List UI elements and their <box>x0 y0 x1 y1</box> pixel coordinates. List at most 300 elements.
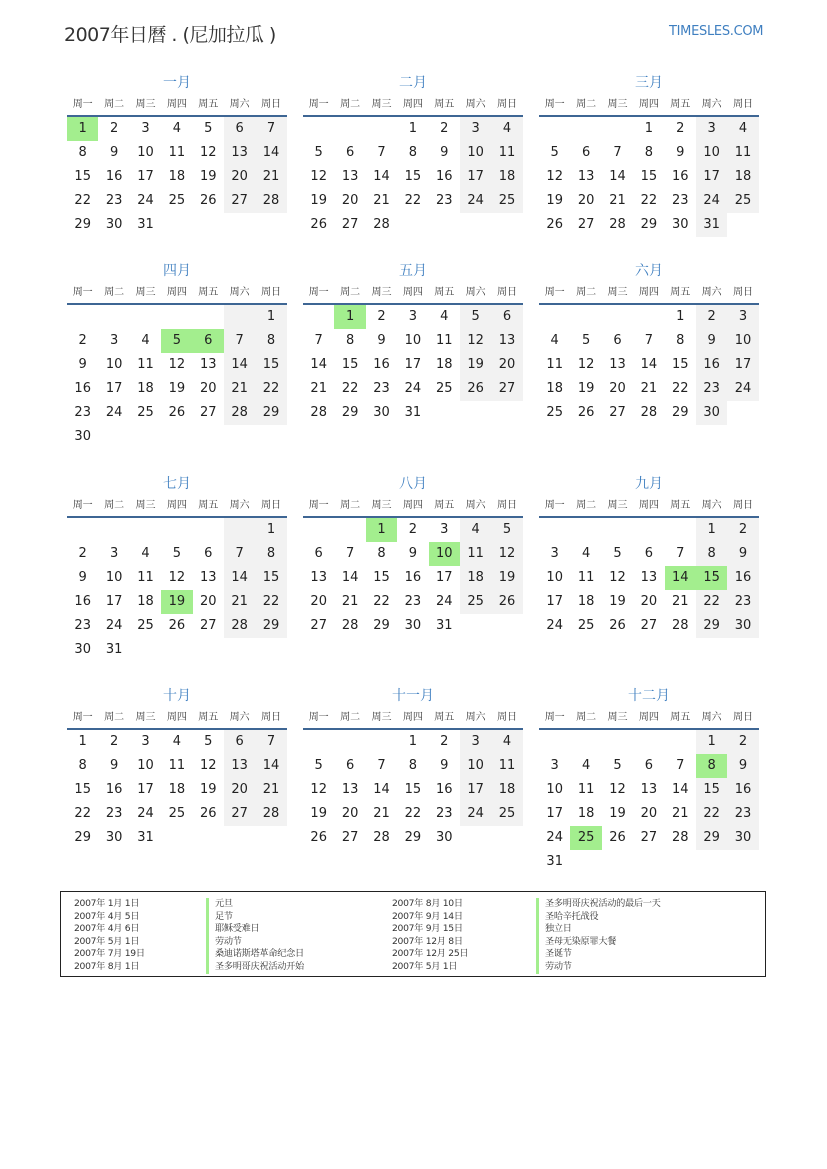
day-cell: 12 <box>491 542 522 566</box>
day-cell: 30 <box>105 830 123 845</box>
day-cell: 28 <box>671 830 689 845</box>
day-cell: 12 <box>310 169 327 184</box>
empty-day-cell <box>130 518 161 542</box>
day-cell: 7 <box>224 329 255 353</box>
day-cell: 28 <box>671 618 689 633</box>
day-cell: 17 <box>105 381 123 396</box>
day-cell: 23 <box>404 594 422 609</box>
day-cell: 27 <box>199 618 217 633</box>
empty-day-cell <box>224 305 255 329</box>
day-cell: 18 <box>460 566 491 590</box>
day-cell: 23 <box>105 193 123 208</box>
day-cell: 17 <box>460 778 491 802</box>
day-cell: 16 <box>105 169 123 184</box>
day-cell: 4 <box>491 117 522 141</box>
holiday-day-cell: 1 <box>366 518 397 542</box>
day-cell: 26 <box>546 217 563 232</box>
day-cell: 6 <box>345 758 355 773</box>
day-cell: 25 <box>727 189 758 213</box>
day-cell: 10 <box>696 141 727 165</box>
day-cell: 14 <box>373 169 390 184</box>
day-cell: 1 <box>408 121 417 136</box>
day-cell: 21 <box>373 806 390 821</box>
weekday-label: 周四 <box>166 712 187 723</box>
holiday-date: 2007年 12月 8日 <box>392 935 463 947</box>
holiday-date: 2007年 5月 1日 <box>74 935 140 947</box>
day-cell: 21 <box>255 165 286 189</box>
day-cell: 6 <box>644 758 653 773</box>
day-cell: 11 <box>491 754 522 778</box>
day-cell: 29 <box>640 217 658 232</box>
day-cell: 10 <box>137 758 154 773</box>
day-cell: 17 <box>727 353 758 377</box>
page-title: 2007年日曆 . (尼加拉瓜 ) <box>64 24 276 46</box>
day-cell: 4 <box>440 309 449 324</box>
day-cell: 3 <box>141 121 150 136</box>
day-cell: 22 <box>255 377 286 401</box>
day-cell: 27 <box>640 830 658 845</box>
day-cell: 16 <box>105 782 123 797</box>
day-cell: 23 <box>671 193 689 208</box>
month-calendar <box>67 474 287 662</box>
day-cell: 30 <box>373 405 390 420</box>
day-cell: 16 <box>435 169 453 184</box>
day-cell: 29 <box>74 830 91 845</box>
weekday-label: 周四 <box>402 500 423 511</box>
day-cell: 28 <box>224 614 255 638</box>
holiday-day-cell: 6 <box>193 329 224 353</box>
day-grid <box>303 117 523 237</box>
day-cell: 20 <box>640 594 658 609</box>
day-cell: 11 <box>546 357 563 372</box>
empty-day-cell <box>67 305 98 329</box>
day-cell: 7 <box>255 730 286 754</box>
day-cell: 6 <box>224 117 255 141</box>
weekday-header <box>539 496 759 518</box>
weekday-label: 周五 <box>198 712 219 723</box>
day-cell: 30 <box>671 217 689 232</box>
day-cell: 13 <box>341 782 359 797</box>
weekday-label: 周二 <box>576 500 597 511</box>
day-cell: 1 <box>696 730 727 754</box>
day-cell: 22 <box>255 590 286 614</box>
day-cell: 4 <box>581 546 591 561</box>
day-cell: 5 <box>172 546 181 561</box>
day-cell: 23 <box>696 377 727 401</box>
day-cell: 24 <box>105 618 123 633</box>
day-cell: 22 <box>74 193 91 208</box>
weekday-label: 周四 <box>638 287 659 298</box>
day-cell: 1 <box>255 518 286 542</box>
day-cell: 27 <box>310 618 327 633</box>
day-cell: 16 <box>373 357 390 372</box>
day-cell: 11 <box>577 570 595 585</box>
weekday-label: 周日 <box>497 99 518 110</box>
day-cell: 20 <box>310 594 327 609</box>
day-cell: 29 <box>696 826 727 850</box>
day-cell: 13 <box>310 570 327 585</box>
day-cell: 3 <box>460 730 491 754</box>
day-cell: 1 <box>78 734 87 749</box>
day-cell: 1 <box>696 518 727 542</box>
day-cell: 14 <box>310 357 327 372</box>
weekday-label: 周五 <box>434 500 455 511</box>
day-cell: 28 <box>609 217 626 232</box>
day-cell: 16 <box>74 381 91 396</box>
holiday-name: 桑迪诺斯塔革命纪念日 <box>206 948 304 961</box>
day-cell: 26 <box>199 193 217 208</box>
day-cell: 21 <box>671 594 689 609</box>
day-cell: 23 <box>74 405 91 420</box>
weekday-label: 周三 <box>135 712 156 723</box>
holiday-name: 圣多明哥庆祝活动的最后一天 <box>536 898 661 911</box>
day-cell: 14 <box>224 566 255 590</box>
month-calendar <box>303 261 523 425</box>
day-cell: 30 <box>727 614 758 638</box>
day-cell: 8 <box>255 542 286 566</box>
day-cell: 3 <box>727 305 758 329</box>
day-cell: 1 <box>676 309 685 324</box>
holiday-day-cell: 19 <box>161 590 192 614</box>
day-cell: 18 <box>546 381 563 396</box>
empty-day-cell <box>570 730 601 754</box>
day-cell: 31 <box>137 830 154 845</box>
day-cell: 9 <box>109 758 119 773</box>
day-cell: 4 <box>491 730 522 754</box>
day-grid <box>539 117 759 237</box>
day-cell: 31 <box>137 217 154 232</box>
day-grid <box>67 518 287 662</box>
day-cell: 29 <box>671 405 689 420</box>
day-cell: 15 <box>255 353 286 377</box>
weekday-label: 周二 <box>104 287 125 298</box>
day-cell: 14 <box>255 754 286 778</box>
day-cell: 17 <box>546 806 563 821</box>
day-cell: 21 <box>373 193 390 208</box>
day-cell: 6 <box>491 305 522 329</box>
day-cell: 19 <box>168 381 186 396</box>
weekday-label: 周日 <box>733 712 754 723</box>
month-title: 四月 <box>163 263 191 279</box>
day-cell: 3 <box>408 309 417 324</box>
day-cell: 23 <box>727 802 758 826</box>
day-cell: 27 <box>640 618 658 633</box>
empty-day-cell <box>570 305 601 329</box>
weekday-label: 周日 <box>497 712 518 723</box>
brand-logo[interactable]: TIMESLES.COM <box>669 24 764 39</box>
weekday-label: 周三 <box>135 99 156 110</box>
day-cell: 20 <box>341 193 359 208</box>
weekday-label: 周一 <box>544 712 565 723</box>
month-title: 八月 <box>399 476 427 492</box>
day-grid <box>67 117 287 237</box>
weekday-label: 周五 <box>670 712 691 723</box>
holiday-name: 劳动节 <box>536 961 661 974</box>
day-cell: 8 <box>408 758 417 773</box>
day-cell: 19 <box>491 566 522 590</box>
weekday-label: 周五 <box>670 287 691 298</box>
day-cell: 12 <box>168 357 186 372</box>
day-cell: 15 <box>404 169 422 184</box>
day-cell: 3 <box>696 117 727 141</box>
empty-day-cell <box>98 305 129 329</box>
weekday-label: 周二 <box>104 500 125 511</box>
day-cell: 25 <box>168 193 186 208</box>
day-cell: 21 <box>671 806 689 821</box>
day-cell: 25 <box>435 381 453 396</box>
day-cell: 18 <box>168 782 186 797</box>
day-cell: 20 <box>577 193 595 208</box>
day-cell: 9 <box>78 357 87 372</box>
month-title: 十月 <box>163 688 191 704</box>
empty-day-cell <box>633 518 664 542</box>
day-cell: 25 <box>460 590 491 614</box>
day-cell: 17 <box>696 165 727 189</box>
day-cell: 13 <box>491 329 522 353</box>
weekday-label: 周五 <box>434 99 455 110</box>
day-cell: 28 <box>640 405 658 420</box>
day-cell: 16 <box>435 782 453 797</box>
day-cell: 17 <box>546 594 563 609</box>
day-cell: 21 <box>341 594 359 609</box>
empty-day-cell <box>539 518 570 542</box>
day-cell: 22 <box>74 806 91 821</box>
weekday-label: 周三 <box>607 712 628 723</box>
weekday-label: 周日 <box>261 500 282 511</box>
day-cell: 9 <box>377 333 386 348</box>
day-cell: 27 <box>577 217 595 232</box>
day-cell: 14 <box>640 357 658 372</box>
weekday-label: 周一 <box>72 99 93 110</box>
holiday-name: 足节 <box>206 911 304 924</box>
day-cell: 17 <box>460 165 491 189</box>
day-cell: 24 <box>105 405 123 420</box>
day-cell: 19 <box>577 381 595 396</box>
day-cell: 9 <box>109 145 119 160</box>
day-cell: 18 <box>435 357 453 372</box>
empty-day-cell <box>161 305 192 329</box>
weekday-label: 周日 <box>497 287 518 298</box>
day-cell: 10 <box>546 782 563 797</box>
day-cell: 18 <box>491 778 522 802</box>
empty-day-cell <box>665 518 696 542</box>
month-calendar <box>539 261 759 425</box>
weekday-label: 周六 <box>465 99 486 110</box>
day-cell: 20 <box>224 778 255 802</box>
day-cell: 28 <box>310 405 327 420</box>
holiday-name: 圣母无染原罪大餐 <box>536 936 661 949</box>
day-cell: 31 <box>435 618 453 633</box>
day-cell: 11 <box>435 333 453 348</box>
empty-day-cell <box>633 305 664 329</box>
weekday-header <box>303 283 523 305</box>
day-cell: 31 <box>404 405 422 420</box>
month-title: 十二月 <box>628 688 670 704</box>
weekday-label: 周一 <box>72 500 93 511</box>
day-cell: 25 <box>546 405 563 420</box>
weekday-header <box>539 708 759 730</box>
day-cell: 30 <box>404 618 422 633</box>
weekday-label: 周六 <box>465 500 486 511</box>
day-cell: 7 <box>255 117 286 141</box>
day-cell: 5 <box>314 758 323 773</box>
weekday-label: 周四 <box>638 99 659 110</box>
day-cell: 18 <box>491 165 522 189</box>
day-cell: 20 <box>491 353 522 377</box>
day-grid <box>303 518 523 638</box>
day-cell: 24 <box>546 830 563 845</box>
day-cell: 26 <box>199 806 217 821</box>
day-cell: 28 <box>341 618 359 633</box>
day-cell: 26 <box>168 618 186 633</box>
weekday-label: 周日 <box>261 287 282 298</box>
day-cell: 25 <box>137 618 154 633</box>
holiday-date: 2007年 9月 15日 <box>392 923 463 935</box>
day-cell: 1 <box>644 121 653 136</box>
empty-day-cell <box>602 518 633 542</box>
empty-day-cell <box>98 518 129 542</box>
day-cell: 15 <box>341 357 359 372</box>
weekday-label: 周三 <box>371 99 392 110</box>
day-cell: 4 <box>141 546 150 561</box>
day-cell: 11 <box>168 145 186 160</box>
empty-day-cell <box>366 730 397 754</box>
day-cell: 1 <box>255 305 286 329</box>
day-cell: 1 <box>408 734 417 749</box>
day-cell: 13 <box>577 169 595 184</box>
day-grid <box>303 730 523 850</box>
day-cell: 2 <box>727 518 758 542</box>
day-cell: 8 <box>644 145 653 160</box>
day-cell: 5 <box>460 305 491 329</box>
day-cell: 11 <box>137 570 154 585</box>
day-cell: 28 <box>255 802 286 826</box>
day-grid <box>303 305 523 425</box>
day-cell: 30 <box>74 429 91 444</box>
day-cell: 29 <box>74 217 91 232</box>
weekday-label: 周日 <box>261 712 282 723</box>
weekday-label: 周五 <box>434 287 455 298</box>
day-cell: 3 <box>550 546 559 561</box>
day-cell: 10 <box>460 754 491 778</box>
day-cell: 21 <box>609 193 626 208</box>
month-title: 五月 <box>399 263 427 279</box>
day-cell: 10 <box>727 329 758 353</box>
day-cell: 15 <box>696 778 727 802</box>
day-cell: 13 <box>224 754 255 778</box>
day-cell: 10 <box>460 141 491 165</box>
day-cell: 18 <box>577 594 595 609</box>
day-cell: 21 <box>224 590 255 614</box>
month-title: 七月 <box>163 476 191 492</box>
weekday-label: 周二 <box>104 99 125 110</box>
weekday-label: 周四 <box>638 712 659 723</box>
month-title: 十一月 <box>392 688 434 704</box>
day-cell: 2 <box>727 730 758 754</box>
day-cell: 19 <box>199 782 217 797</box>
day-cell: 26 <box>168 405 186 420</box>
weekday-header <box>67 496 287 518</box>
weekday-label: 周六 <box>701 712 722 723</box>
day-cell: 3 <box>109 546 119 561</box>
weekday-label: 周四 <box>638 500 659 511</box>
day-cell: 30 <box>105 217 123 232</box>
weekday-label: 周六 <box>701 500 722 511</box>
day-cell: 24 <box>696 189 727 213</box>
day-cell: 11 <box>137 357 154 372</box>
day-cell: 9 <box>440 145 449 160</box>
day-cell: 19 <box>310 806 327 821</box>
day-cell: 15 <box>373 570 390 585</box>
weekday-label: 周六 <box>465 287 486 298</box>
empty-day-cell <box>303 305 334 329</box>
holiday-day-cell: 8 <box>696 754 727 778</box>
day-cell: 20 <box>609 381 626 396</box>
weekday-header <box>303 496 523 518</box>
weekday-label: 周五 <box>670 99 691 110</box>
weekday-label: 周六 <box>465 712 486 723</box>
holiday-day-cell: 10 <box>429 542 460 566</box>
day-cell: 20 <box>640 806 658 821</box>
day-cell: 22 <box>671 381 689 396</box>
weekday-label: 周二 <box>576 287 597 298</box>
day-cell: 31 <box>696 213 727 237</box>
day-cell: 17 <box>105 594 123 609</box>
day-cell: 5 <box>613 758 622 773</box>
day-cell: 17 <box>137 782 154 797</box>
weekday-header <box>539 95 759 117</box>
weekday-label: 周六 <box>229 99 250 110</box>
empty-day-cell <box>224 518 255 542</box>
day-cell: 6 <box>581 145 591 160</box>
day-cell: 30 <box>74 642 91 657</box>
weekday-label: 周三 <box>135 500 156 511</box>
weekday-label: 周六 <box>229 712 250 723</box>
day-cell: 5 <box>204 734 213 749</box>
weekday-label: 周五 <box>198 287 219 298</box>
empty-day-cell <box>602 305 633 329</box>
weekday-label: 周二 <box>576 712 597 723</box>
day-cell: 21 <box>310 381 327 396</box>
day-cell: 9 <box>727 754 758 778</box>
month-calendar <box>539 686 759 874</box>
day-cell: 12 <box>546 169 563 184</box>
day-cell: 22 <box>640 193 658 208</box>
month-calendar <box>303 474 523 638</box>
weekday-header <box>67 708 287 730</box>
holiday-date: 2007年 8月 10日 <box>392 898 463 909</box>
holiday-date: 2007年 7月 19日 <box>74 948 145 960</box>
weekday-label: 周四 <box>402 99 423 110</box>
day-cell: 7 <box>224 542 255 566</box>
empty-day-cell <box>303 518 334 542</box>
holiday-day-cell: 1 <box>334 305 365 329</box>
weekday-label: 周五 <box>670 500 691 511</box>
month-calendar <box>303 686 523 850</box>
day-cell: 7 <box>345 546 355 561</box>
day-grid <box>539 305 759 425</box>
day-cell: 9 <box>78 570 87 585</box>
weekday-header <box>303 708 523 730</box>
day-cell: 24 <box>727 377 758 401</box>
day-cell: 14 <box>671 782 689 797</box>
day-cell: 19 <box>609 806 626 821</box>
day-cell: 16 <box>727 778 758 802</box>
empty-day-cell <box>539 117 570 141</box>
month-calendar <box>539 474 759 638</box>
day-cell: 6 <box>345 145 355 160</box>
empty-day-cell <box>570 117 601 141</box>
